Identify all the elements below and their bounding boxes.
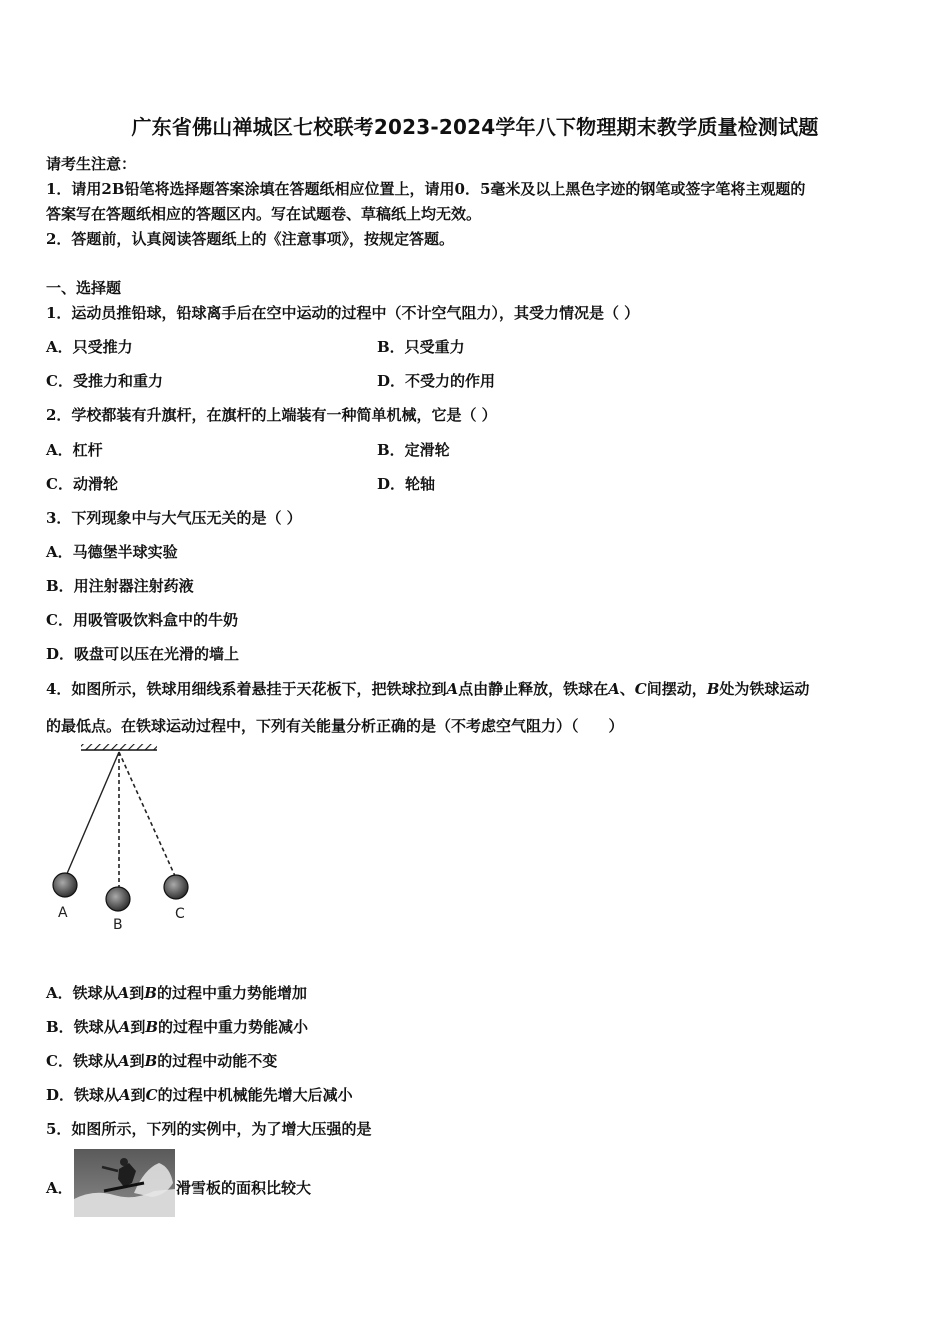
q5-option-a-label[interactable]: A．: [46, 1179, 73, 1197]
q1-option-a[interactable]: A．只受推力: [46, 338, 133, 356]
label-a: A: [58, 905, 68, 921]
q1-option-b[interactable]: B．只受重力: [377, 338, 465, 356]
q2-option-a[interactable]: A．杠杆: [46, 441, 103, 459]
label-c: C: [175, 906, 185, 922]
q1-stem: 1．运动员推铅球，铅球离手后在空中运动的过程中（不计空气阻力），其受力情况是（ ）: [46, 304, 640, 322]
label-b: B: [113, 917, 123, 933]
q2-option-c[interactable]: C．动滑轮: [46, 475, 118, 493]
notice-item-1-line-1: 1．请用2B铅笔将选择题答案涂填在答题纸相应位置上，请用0．5毫米及以上黑色字迹的钢笔或签字笔将主观题的: [46, 180, 806, 198]
notice-item-1-line-2: 答案写在答题纸相应的答题区内。写在试题卷、草稿纸上均无效。: [46, 205, 482, 223]
q5-option-a-text[interactable]: 滑雪板的面积比较大: [176, 1179, 312, 1197]
pendulum-figure: [44, 740, 204, 940]
q3-option-d[interactable]: D．吸盘可以压在光滑的墙上: [46, 645, 240, 663]
string-a: [66, 752, 119, 876]
page-title: 广东省佛山禅城区七校联考2023-2024学年八下物理期末教学质量检测试题: [131, 115, 819, 139]
q1-option-c[interactable]: C．受推力和重力: [46, 372, 163, 390]
notice-item-2: 2．答题前，认真阅读答题纸上的《注意事项》，按规定答题。: [46, 230, 454, 248]
ball-c: [164, 875, 188, 899]
ball-a: [53, 873, 77, 897]
q2-option-b[interactable]: B．定滑轮: [377, 441, 450, 459]
string-c: [119, 752, 175, 876]
q3-option-b[interactable]: B．用注射器注射药液: [46, 577, 194, 595]
q3-option-a[interactable]: A．马德堡半球实验: [46, 543, 178, 561]
q4-option-d[interactable]: D．铁球从A到C的过程中机械能先增大后减小: [46, 1086, 353, 1104]
notice-heading: 请考生注意：: [46, 155, 137, 173]
q4-option-a[interactable]: A．铁球从A到B的过程中重力势能增加: [46, 984, 307, 1002]
q1-option-d[interactable]: D．不受力的作用: [377, 372, 496, 390]
q5-stem: 5．如图所示，下列的实例中，为了增大压强的是: [46, 1120, 372, 1138]
section-heading: 一、选择题: [46, 279, 122, 297]
q3-option-c[interactable]: C．用吸管吸饮料盒中的牛奶: [46, 611, 238, 629]
q3-stem: 3．下列现象中与大气压无关的是（ ）: [46, 509, 302, 527]
snowboarder-photo: [74, 1149, 175, 1217]
q4-stem-line-1: 4．如图所示，铁球用细线系着悬挂于天花板下，把铁球拉到A点由静止释放，铁球在A、C间摆动，B处为铁球运动: [46, 680, 810, 698]
q4-stem-line-2: 的最低点。在铁球运动过程中，下列有关能量分析正确的是（不考虑空气阻力）（ ）: [46, 717, 624, 735]
q2-option-d[interactable]: D．轮轴: [377, 475, 436, 493]
q4-option-b[interactable]: B．铁球从A到B的过程中重力势能减小: [46, 1018, 309, 1036]
ceiling: [81, 744, 157, 750]
ball-b: [106, 887, 130, 911]
q4-option-c[interactable]: C．铁球从A到B的过程中动能不变: [46, 1052, 278, 1070]
q2-stem: 2．学校都装有升旗杆，在旗杆的上端装有一种简单机械，它是（ ）: [46, 406, 497, 424]
